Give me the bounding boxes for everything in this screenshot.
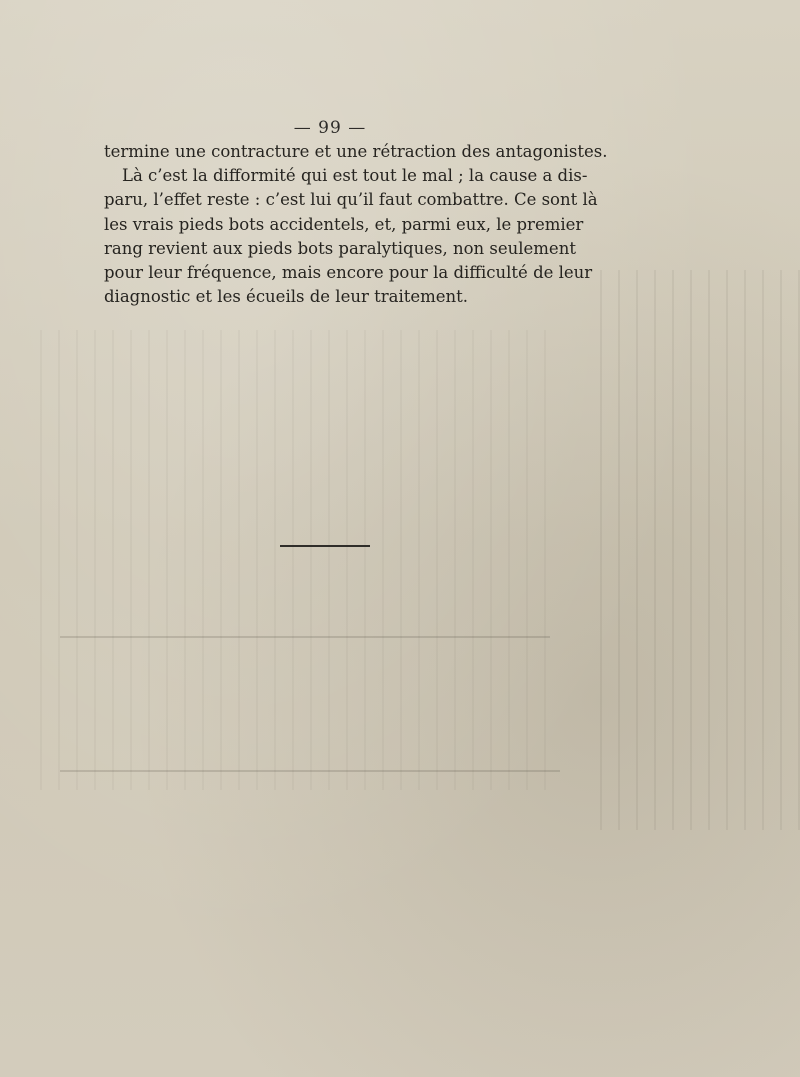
paragraph-line: Là c’est la difformité qui est tout le mal ; la cause a dis- <box>122 166 588 186</box>
paragraph-line: termine une contracture et une rétraction des antagonistes. <box>104 142 608 161</box>
bleed-through-texture <box>600 270 800 830</box>
paragraph-line: les vrais pieds bots accidentels, et, parmi eux, le premier <box>104 214 584 234</box>
paragraph-line: diagnostic et les écueils de leur traitement. <box>104 287 469 307</box>
bleed-through-rule <box>60 636 550 638</box>
bleed-through-rule <box>60 770 560 772</box>
section-separator-rule <box>280 545 370 547</box>
page-number: — 99 — <box>293 118 367 138</box>
paragraph <box>104 140 608 309</box>
bleed-through-texture <box>40 330 560 790</box>
paragraph-line: pour leur fréquence, mais encore pour la difficulté de leur <box>104 263 593 283</box>
paragraph-line: rang revient aux pieds bots paralytiques, non seulement <box>104 238 576 258</box>
paragraph-line: paru, l’effet reste : c’est lui qu’il faut combattre. Ce sont là <box>104 190 598 210</box>
